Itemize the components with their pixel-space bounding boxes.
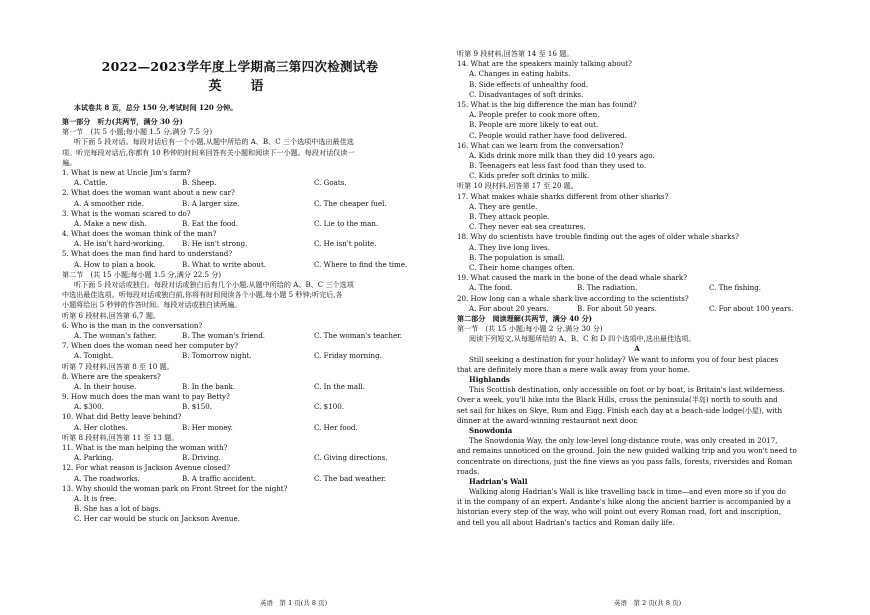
page-left — [62, 0, 418, 615]
option-a: A. How to plan a book. — [74, 259, 156, 269]
question-5: 5. What does the man find hard to understand? — [62, 249, 233, 259]
page-footer-right: 英语 第 2 页(共 8 页) — [614, 599, 682, 607]
option-a: A. The food. — [469, 283, 513, 293]
options-5 — [62, 260, 418, 270]
option-b: B. She has a lot of bags. — [74, 504, 161, 514]
paragraph-highlands: This Scottish destination, only accessible on foot or by boat, is Britain's last wilderness. — [469, 385, 785, 395]
option-a: A. The woman's father. — [74, 330, 157, 340]
question-12: 12. For what reason is Jackson Avenue closed? — [62, 463, 231, 473]
material-8: 听第 8 段材料,回答第 11 至 13 题。 — [62, 432, 179, 442]
option-b: B. The population is small. — [469, 252, 565, 262]
option-c: C. The fishing. — [709, 283, 762, 293]
listening-section — [62, 117, 418, 525]
option-b: B. Tomorrow night. — [182, 351, 252, 361]
question-6: 6. Who is the man in the conversation? — [62, 320, 203, 330]
page-footer-left: 英语 第 1 页(共 8 页) — [260, 599, 328, 607]
option-a: A. Tonight. — [74, 351, 114, 361]
options-10 — [62, 423, 418, 433]
sec2-heading: 第二节 (共 15 小题;每小题 1.5 分,满分 22.5 分) — [62, 269, 222, 279]
material-6: 听第 6 段材料,回答第 6,7 题。 — [62, 310, 161, 320]
part2-heading: 第二部分 阅读理解(共两节，满分 40 分) — [457, 313, 593, 323]
option-c: C. Where to find the time. — [314, 259, 408, 269]
option-a: A. He isn't hard-working. — [74, 239, 165, 249]
paragraph-highlands: Over a week, you'll hike into the Black Hills, cross the peninsula(半岛) north to south and — [457, 395, 778, 405]
option-a: A. It is free. — [74, 493, 117, 503]
question-11: 11. What is the man helping the woman with? — [62, 443, 228, 452]
option-c: C. The woman's teacher. — [314, 330, 403, 340]
sec2-instruction: 中选出最佳选项。听每段对话或独白前,你将有时间阅读各个小题,每小题 5 秒钟;听完后,各 — [62, 290, 343, 300]
paragraph-snowdonia: roads. — [457, 466, 480, 476]
sec1-instruction: 遍。 — [62, 157, 77, 167]
option-a: A. They are gentle. — [469, 201, 538, 211]
options-7 — [62, 351, 418, 361]
passage-intro: Still seeking a destination for your holiday? We want to inform you of four best places — [469, 354, 779, 364]
option-c: C. Kids prefer soft drinks to milk. — [469, 171, 590, 181]
question-4: 4. What does the woman think of the man? — [62, 229, 217, 239]
option-c: C. Giving directions. — [314, 453, 388, 463]
option-b: B. For about 50 years. — [577, 303, 657, 313]
option-a: A. A smoother ride. — [74, 198, 144, 208]
option-a: A. Parking. — [74, 453, 114, 463]
option-c: C. Her car would be stuck on Jackson Avenue. — [74, 514, 240, 524]
option-b: B. Sheep. — [182, 178, 217, 188]
option-c: C. Her food. — [314, 422, 358, 432]
option-c: C. They never eat sea creatures. — [469, 222, 586, 232]
question-2: 2. What does the woman want about a new car? — [62, 188, 235, 198]
options-19 — [457, 283, 817, 293]
question-7: 7. When does the woman need her computer by? — [62, 341, 239, 351]
option-b: B. A traffic accident. — [182, 473, 256, 483]
page-right — [457, 0, 817, 615]
option-a: A. The roadworks. — [74, 473, 140, 483]
option-a: A. Cattle. — [74, 178, 108, 188]
option-b: B. The radiation. — [577, 283, 638, 293]
option-c: C. $100. — [314, 402, 344, 412]
option-c: C. He isn't polite. — [314, 239, 377, 249]
option-b: B. Driving. — [182, 453, 221, 463]
option-b: B. $150. — [182, 402, 213, 412]
question-17: 17. What makes whale sharks different from other sharks? — [457, 191, 669, 201]
option-c: C. The bad weather. — [314, 473, 386, 483]
option-c: C. In the mall. — [314, 381, 365, 391]
material-10: 听第 10 段材料,回答第 17 至 20 题。 — [457, 181, 578, 191]
sec1-instruction: 听下面 5 段对话。每段对话后有一个小题,从题中所给的 A、B、C 三个选项中选出最佳选 — [74, 137, 354, 147]
option-b: B. Her money. — [182, 422, 233, 432]
question-9: 9. How much does the man want to pay Betty? — [62, 392, 230, 402]
question-3: 3. What is the woman scared to do? — [62, 208, 191, 218]
option-b: B. Eat the food. — [182, 218, 239, 228]
paragraph-snowdonia: concentrate on directions, just the fine views as you pass falls, forests, riversides and Roman — [457, 456, 793, 466]
options-8 — [62, 382, 418, 392]
option-b: B. In the bank. — [182, 381, 236, 391]
options-12 — [62, 474, 418, 484]
option-c: C. Friday morning. — [314, 351, 382, 361]
option-b: B. The woman's friend. — [182, 330, 266, 340]
paragraph-snowdonia: and remains unnoticed on the ground. Join the new guided walking trip and you won't need to — [457, 446, 797, 456]
options-4 — [62, 239, 418, 249]
subject-title: 英 语 — [208, 79, 272, 94]
option-a: A. Her clothes. — [74, 422, 128, 432]
option-b: B. People are more likely to eat out. — [469, 120, 599, 130]
option-a: A. $300. — [74, 402, 104, 412]
paragraph-highlands: dinner at the award-winning restaurant next door. — [457, 415, 638, 425]
question-19: 19. What caused the mark in the bone of the dead whale shark? — [457, 273, 688, 283]
question-20: 20. How long can a whale shark live according to the scientists? — [457, 293, 689, 303]
paragraph-hadrians-wall: Walking along Hadrian's Wall is like travelling back in time—and even more so if you do — [469, 487, 786, 497]
paragraph-hadrians-wall: it in the company of an expert. Andante's hike along the ancient barrier is accompanied by a — [457, 497, 791, 507]
option-b: B. What to write about. — [182, 259, 267, 269]
material-9: 听第 9 段材料,回答第 14 至 16 题。 — [457, 49, 574, 58]
option-b: B. A larger size. — [182, 198, 240, 208]
sec2-instruction: 小题将给出 5 秒钟的作答时间。每段对话或独白读两遍。 — [62, 300, 242, 310]
part2-instruction: 阅读下列短文,从每题所给的 A、B、C 和 D 四个选项中,选出最佳选项。 — [469, 334, 696, 344]
question-18: 18. Why do scientists have trouble finding out the ages of older whale sharks? — [457, 232, 739, 242]
option-c: C. Disadvantages of soft drinks. — [469, 89, 584, 99]
option-c: C. People would rather have food delivered. — [469, 130, 627, 140]
paragraph-highlands: set sail for hikes on Skye, Rum and Eigg. Finish each day at a beach-side lodge(小屋), with — [457, 405, 783, 415]
sec1-instruction: 项。听完每段对话后,你都有 10 秒钟的时间来回答有关小题和阅读下一小题。每段对话仅读一 — [62, 147, 355, 157]
part1-heading: 第一部分 听力(共两节，满分 30 分) — [62, 117, 183, 126]
option-c: C. Their home changes often. — [469, 262, 575, 272]
material-7: 听第 7 段材料,回答第 8 至 10 题。 — [62, 361, 174, 371]
option-a: A. Kids drink more milk than they did 10 years ago. — [469, 150, 655, 160]
option-b: B. Side effects of unhealthy food. — [469, 79, 589, 89]
option-c: C. For about 100 years. — [709, 303, 794, 313]
passage-label: A — [634, 344, 640, 354]
option-a: A. Make a new dish. — [74, 218, 147, 228]
passage-intro: that are definitely more than a mere walk away from your home. — [457, 364, 690, 374]
options-2 — [62, 199, 418, 209]
sec1-heading: 第一节 (共 5 小题;每小题 1.5 分,满分 7.5 分) — [62, 127, 213, 137]
options-3 — [62, 219, 418, 229]
option-c: C. Lie to the man. — [314, 218, 379, 228]
option-a: A. People prefer to cook more often. — [469, 110, 600, 120]
option-a: A. For about 20 years. — [469, 303, 549, 313]
listening-continued — [457, 49, 817, 528]
question-1: 1. What is new at Uncle Jim's farm? — [62, 167, 191, 177]
option-a: A. In their house. — [74, 381, 137, 391]
question-15: 15. What is the big difference the man has found? — [457, 99, 637, 109]
option-b: B. They attack people. — [469, 212, 550, 221]
question-13: 13. Why should the woman park on Front Street for the night? — [62, 483, 288, 493]
options-11 — [62, 453, 418, 463]
option-a: A. They live long lives. — [469, 242, 550, 252]
option-b: B. He isn't strong. — [182, 239, 248, 249]
options-9 — [62, 402, 418, 412]
option-c: C. Goats. — [314, 178, 347, 188]
paragraph-hadrians-wall: and tell you all about Hadrian's tactics and Roman daily life. — [457, 517, 675, 527]
options-20 — [457, 304, 817, 314]
option-b: B. Teenagers eat less fast food than they used to. — [469, 161, 647, 171]
option-c: C. The cheaper fuel. — [314, 198, 387, 208]
options-6 — [62, 331, 418, 341]
heading-hadrians-wall: Hadrian's Wall — [469, 476, 528, 486]
part2-sec1-heading: 第一节 (共 15 小题;每小题 2 分,满分 30 分) — [457, 324, 603, 334]
options-1 — [62, 178, 418, 188]
exam-info: 本试卷共 8 页，总分 150 分,考试时间 120 分钟。 — [74, 103, 238, 112]
option-a: A. Changes in eating habits. — [469, 69, 571, 79]
paragraph-snowdonia: The Snowdonia Way, the only low-level long-distance route, was only created in 2017, — [469, 436, 778, 446]
question-10: 10. What did Betty leave behind? — [62, 412, 182, 422]
heading-snowdonia: Snowdonia — [469, 425, 513, 435]
exam-title: 2022—2023学年度上学期高三第四次检测试卷 — [101, 59, 379, 74]
question-8: 8. Where are the speakers? — [62, 371, 161, 381]
sec2-instruction: 听下面 5 段对话或独白。每段对话或独白后有几个小题,从题中所给的 A、B、C 三个选项 — [74, 280, 354, 289]
paragraph-hadrians-wall: historian every step of the way, who will point out every Roman road, fort and inscription, — [457, 507, 781, 517]
heading-highlands: Highlands — [469, 375, 510, 384]
question-14: 14. What are the speakers mainly talking about? — [457, 59, 632, 69]
question-16: 16. What can we learn from the conversation? — [457, 140, 624, 150]
